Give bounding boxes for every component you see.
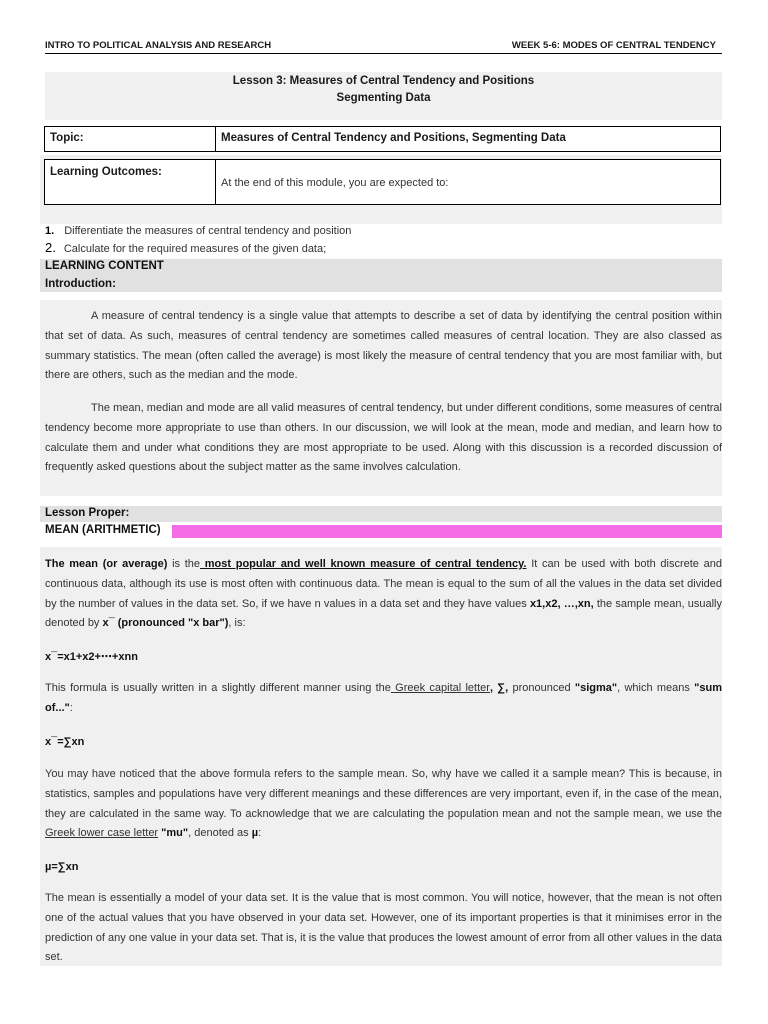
learning-outcomes-label-cell: [45, 160, 216, 204]
lesson-title: Lesson 3: Measures of Central Tendency and Positions: [232, 75, 535, 87]
topic-label-cell: [45, 127, 216, 151]
topic-value-cell: [216, 127, 720, 151]
lesson-title-box: [45, 72, 722, 120]
learning-content-heading: LEARNING CONTENT: [45, 260, 164, 272]
learning-outcomes-value: At the end of this module, you are expected to:: [221, 177, 449, 189]
mean-paragraph-3: You may have noticed that the above formula refers to the sample mean. So, why have we called it a sample mean? This is because, in statistics, samples and populations have very different meanings and these differences are very important, even if, in the case of the mean, they are calculated in the same way. To acknowledge that we are calculating the population mean and not the sample mean, we use the Greek lower case letter "mu", denoted as µ:: [45, 768, 722, 840]
page-header: [45, 38, 722, 54]
learning-outcomes-table: [44, 159, 721, 205]
topic-table: [44, 126, 721, 152]
lesson-proper-band: [40, 506, 722, 522]
mean-paragraph-2: This formula is usually written in a slightly different manner using the Greek capital letter, ∑, pronounced "sigma", which means "sum of...":: [45, 682, 722, 714]
lesson-subtitle: Segmenting Data: [336, 92, 431, 104]
mean-heading: MEAN (ARITHMETIC): [45, 524, 161, 536]
outcome-number: 2.: [45, 240, 56, 255]
mean-emphasis: most popular and well known measure of central tendency.: [200, 558, 527, 570]
intro-paragraph-2: The mean, median and mode are all valid measures of central tendency, but under different conditions, some measures of central tendency become more appropriate to use than others. In our discussion, we will look at the mean, mode and median, and learn how to calculate them and under what conditions they are most appropriate to be used. Along with this discussion is a recorded discussion of frequently asked questions about the subject matter as the same involves calculation.: [45, 402, 722, 474]
learning-outcomes-label: Learning Outcomes:: [50, 166, 162, 178]
learning-outcomes-value-cell: [216, 160, 720, 204]
highlight-bar: [172, 525, 722, 538]
outcome-text: Calculate for the required measures of the given data;: [63, 243, 327, 255]
sigma-formula: x¯=∑xn: [45, 736, 85, 748]
outcome-number: 1.: [45, 225, 55, 237]
mean-term: The mean (or average): [45, 558, 168, 570]
outcome-item: [45, 225, 351, 237]
week-title: WEEK 5-6: MODES OF CENTRAL TENDENCY: [511, 40, 716, 51]
lesson-proper-label: Lesson Proper:: [45, 507, 130, 519]
topic-label: Topic:: [50, 132, 84, 144]
population-mean-formula: µ=∑xn: [45, 861, 79, 873]
introduction-label: Introduction:: [45, 278, 116, 290]
course-title: INTRO TO POLITICAL ANALYSIS AND RESEARCH: [45, 40, 272, 51]
greek-capital-letter-link[interactable]: Greek capital letter: [390, 682, 490, 694]
greek-lower-case-letter-link[interactable]: Greek lower case letter: [45, 827, 159, 840]
intro-paragraph-1: A measure of central tendency is a single value that attempts to describe a set of data by identifying the central position within that set of data. As such, measures of central tendency are sometimes called measures of central location. They are also classed as summary statistics. The mean (often called the average) is most likely the measure of central tendency that you are most familiar with, but there are others, such as the median and the mode.: [45, 310, 722, 382]
mean-paragraph-4: The mean is essentially a model of your data set. It is the value that is most common. You will notice, however, that the mean is not often one of the actual values that you have observed in your data set. However, one of its important properties is that it minimises error in the prediction of any one value in your data set. That is, it is the value that produces the lowest amount of error from all other values in the data set.: [45, 892, 722, 964]
outcome-item: [45, 240, 326, 255]
outcome-text: Differentiate the measures of central tendency and position: [64, 225, 352, 237]
topic-value: Measures of Central Tendency and Positions, Segmenting Data: [221, 132, 566, 144]
mean-paragraph-1: The mean (or average) is the most popular and well known measure of central tendency. It can be used with both discrete and continuous data, although its use is most often with continuous data. The mean is equal to the sum of all the values in the data set divided by the number of values in the data set. So, if we have n values in a data set and they have values x1,x2, …,xn, the sample mean, usually denoted by x¯ (pronounced "x bar"), is:: [45, 558, 722, 630]
sample-mean-formula: x¯=x1+x2+⋯+xnn: [45, 651, 138, 663]
